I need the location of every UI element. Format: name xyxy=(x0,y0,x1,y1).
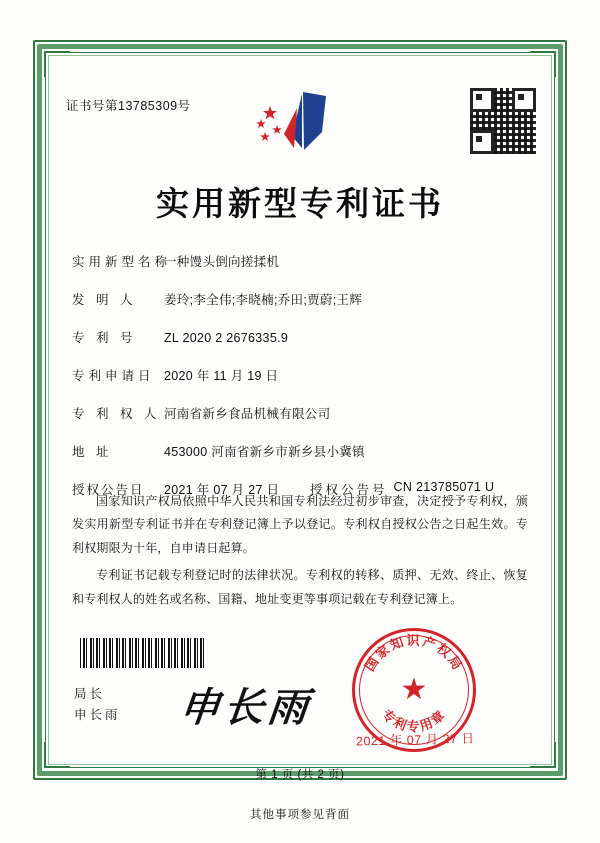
field-value: 453000 河南省新乡市新乡县小冀镇 xyxy=(164,445,365,459)
page-title: 实用新型专利证书 xyxy=(156,184,444,223)
field-label: 实用新型名称 xyxy=(72,255,172,269)
field-list xyxy=(72,252,528,518)
cnipa-logo-icon xyxy=(248,88,344,156)
field-value: 河南省新乡食品机械有限公司 xyxy=(164,407,331,421)
corner-ornament-bottom-left xyxy=(44,742,70,768)
legal-text xyxy=(72,490,528,615)
signature-labels xyxy=(74,684,121,727)
field-label: 专利申请日 xyxy=(72,369,155,383)
seal-text-bottom: 专利专用章 xyxy=(378,707,450,735)
legal-paragraph-1: 国家知识产权局依照中华人民共和国专利法经过初步审查，决定授予专利权，颁发实用新型专利证书并在专利登记簿上予以登记。专利权自授权公告之日起生效。专利权期限为十年，自申请日起算。 xyxy=(72,494,528,555)
publication-number-label: 授权公告号 xyxy=(310,483,388,497)
corner-ornament-top-left xyxy=(44,51,70,77)
field-row-patent-number xyxy=(72,328,528,346)
page-indicator: 第 1 页 (共 2 页) xyxy=(255,769,345,781)
field-value: 2020 年 11 月 19 日 xyxy=(164,369,279,383)
barcode-icon xyxy=(80,638,206,668)
field-value: 姜玲;李全伟;李晓楠;乔田;贾蔚;王辉 xyxy=(164,293,363,307)
handwritten-signature: 申长雨 xyxy=(177,684,315,731)
certificate-number: 证书号第13785309号 xyxy=(66,99,191,113)
seal-emblem-icon: ★ xyxy=(400,673,428,706)
publication-number-value: CN 213785071 U xyxy=(393,480,495,494)
corner-ornament-bottom-right xyxy=(530,742,556,768)
field-label: 专 利 权 人 xyxy=(72,407,161,421)
publication-date-label: 授权公告日 xyxy=(72,483,145,497)
field-label: 发 明 人 xyxy=(72,293,137,307)
field-row-patentee xyxy=(72,404,528,422)
seal-text-top: 国家知识产权局 xyxy=(362,634,466,675)
legal-paragraph-2: 专利证书记载专利登记时的法律状况。专利权的转移、质押、无效、终止、恢复和专利权人的姓名或名称、国籍、地址变更等事项记载在专利登记簿上。 xyxy=(72,568,528,606)
field-row-address xyxy=(72,442,528,460)
field-row-utility-model-name xyxy=(72,252,528,270)
field-row-inventors xyxy=(72,290,528,308)
field-value: 一种馒头倒向搓揉机 xyxy=(164,255,280,269)
field-row-application-date xyxy=(72,366,528,384)
director-title-label: 局长 xyxy=(74,687,106,701)
field-label: 地 址 xyxy=(72,445,113,459)
field-label: 专 利 号 xyxy=(72,331,137,345)
corner-ornament-top-right xyxy=(530,51,556,77)
qr-code-icon xyxy=(470,88,536,154)
director-name-label: 申长雨 xyxy=(74,708,121,723)
back-side-notice: 其他事项参见背面 xyxy=(250,809,350,821)
seal-date: 2021 年 07 月 27 日 xyxy=(355,731,475,749)
publication-date-value: 2021 年 07 月 27 日 xyxy=(164,483,280,497)
field-value: ZL 2020 2 2676335.9 xyxy=(164,331,289,345)
